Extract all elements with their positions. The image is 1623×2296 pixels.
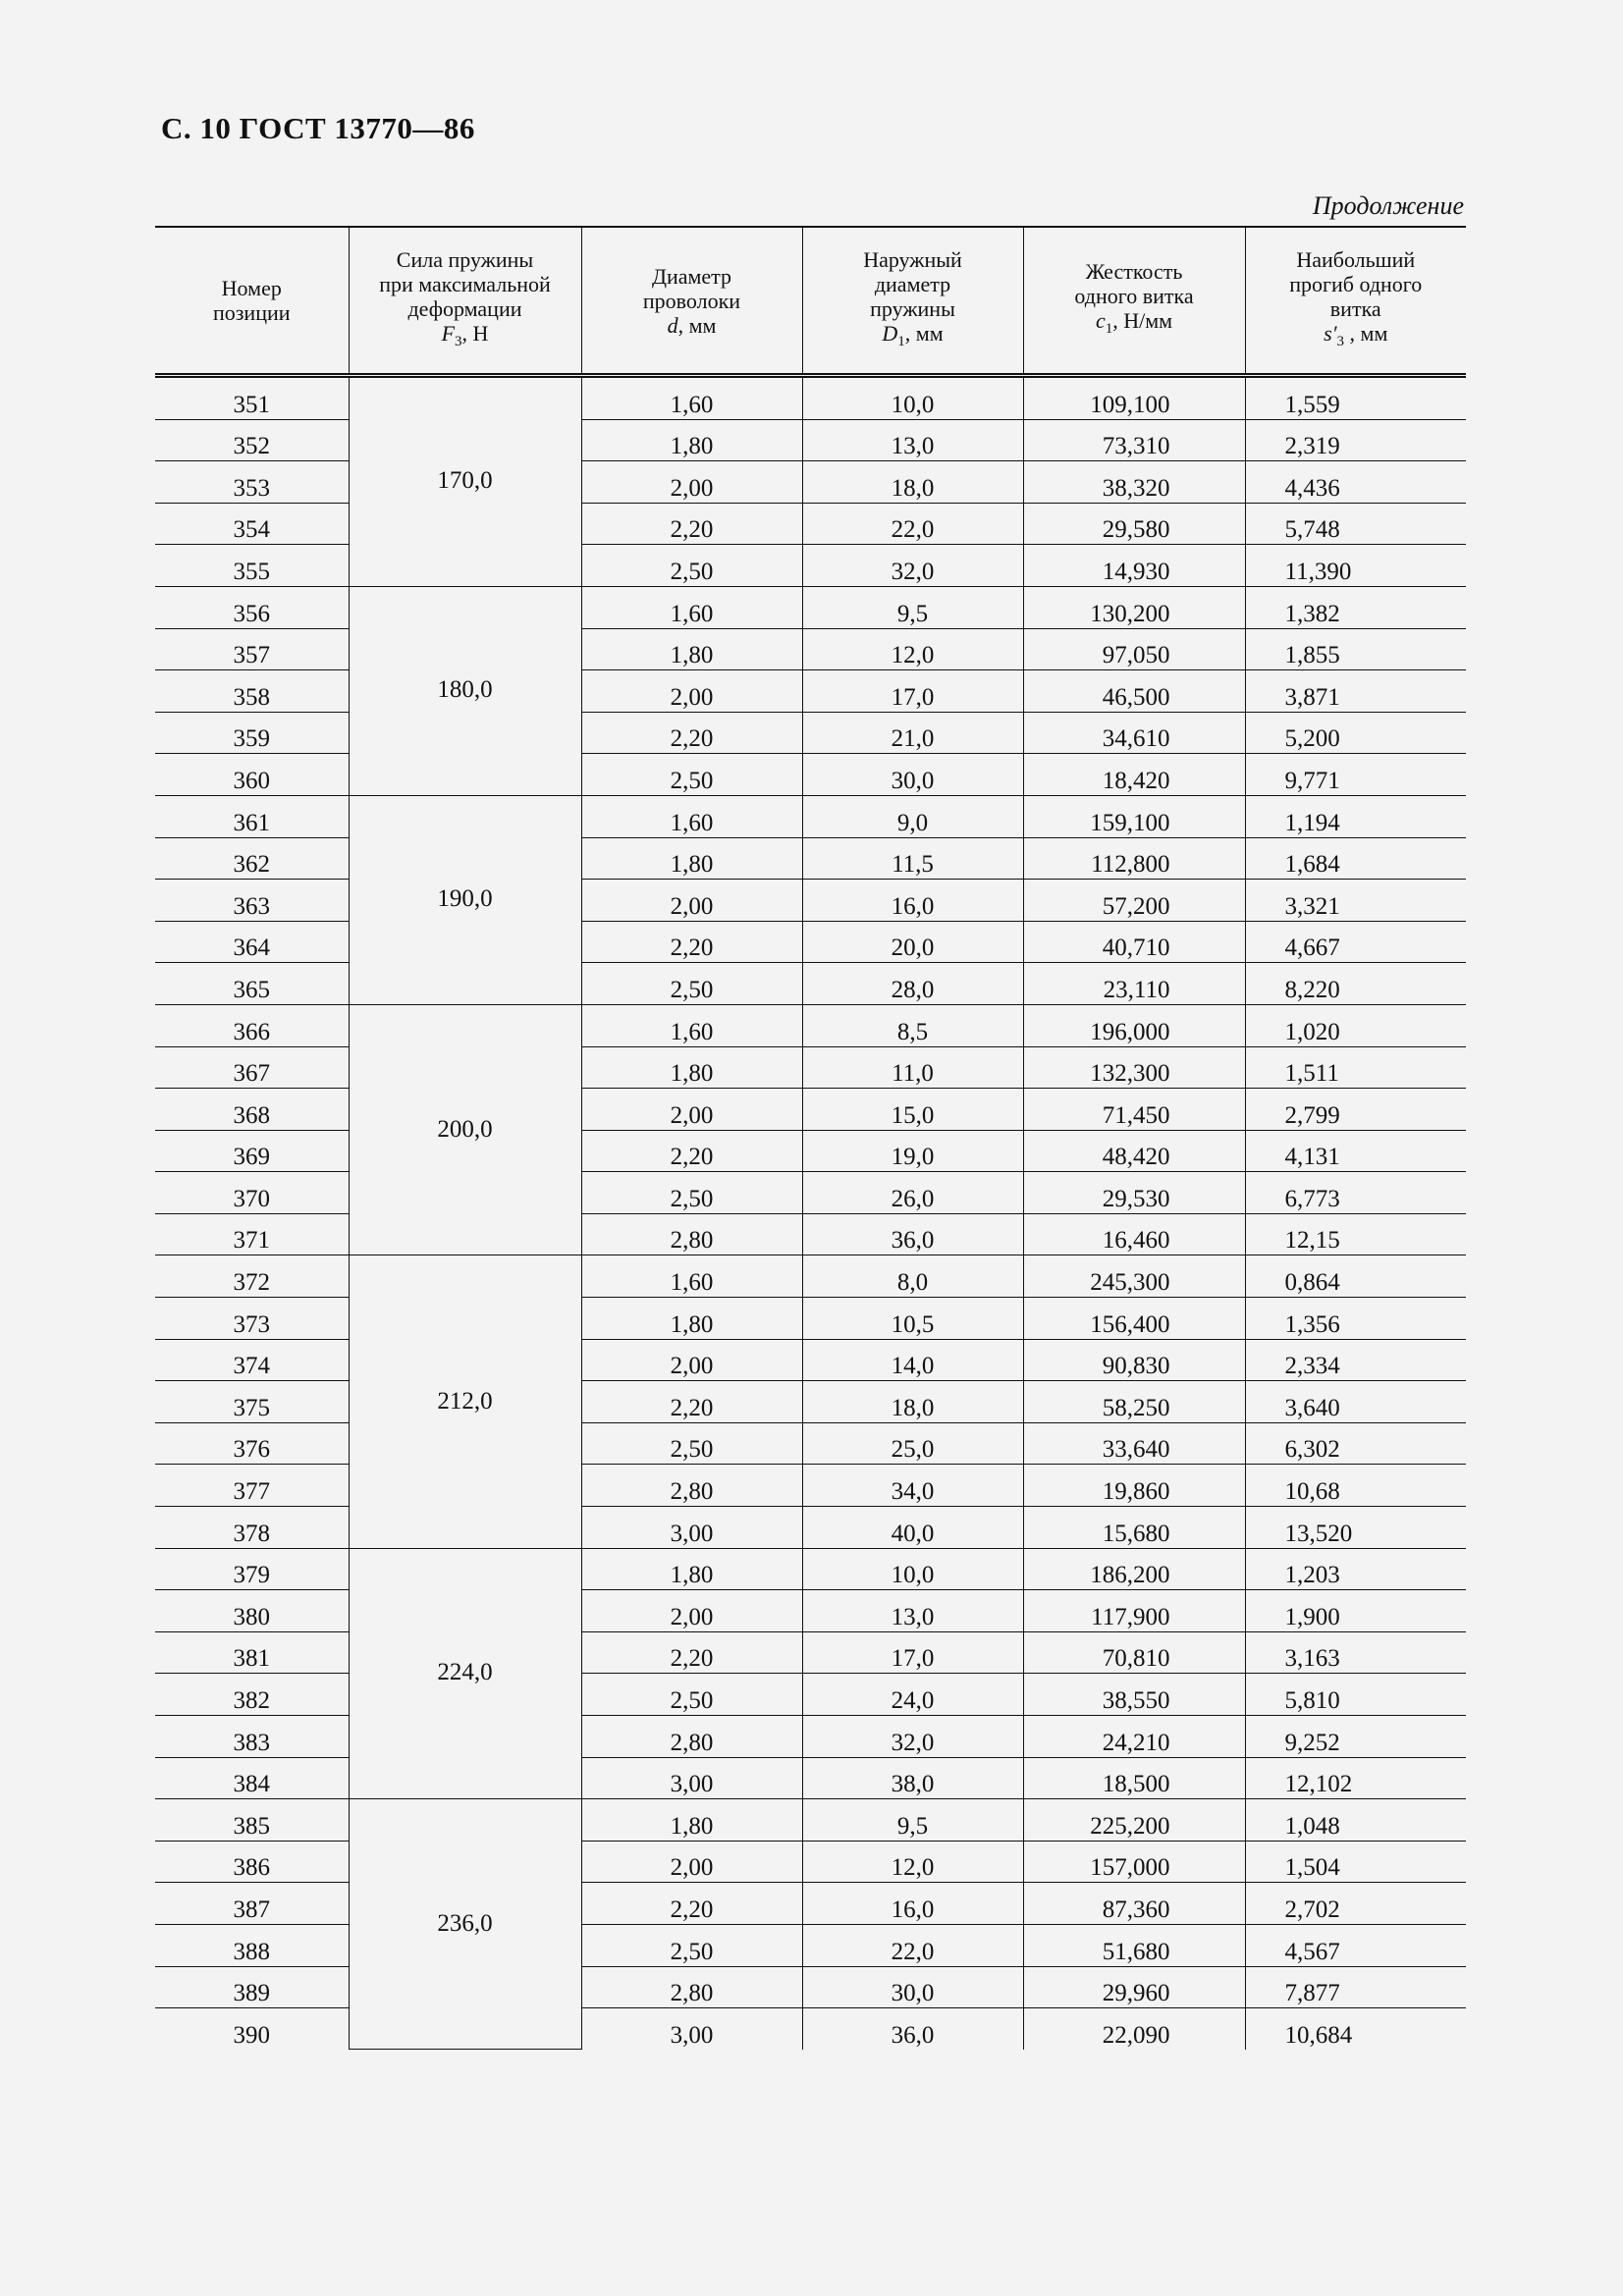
stiffness-cell: 90,830 <box>1023 1339 1245 1381</box>
position-cell: 354 <box>155 503 349 545</box>
header-line: прогиб одного <box>1289 271 1423 296</box>
outer-diameter-cell: 9,5 <box>802 586 1023 628</box>
deflection-cell: 1,855 <box>1245 628 1466 670</box>
outer-diameter-cell: 30,0 <box>802 1966 1023 2008</box>
position-cell: 381 <box>155 1631 349 1674</box>
wire-diameter-cell: 1,60 <box>581 795 802 837</box>
stiffness-cell: 71,450 <box>1023 1089 1245 1131</box>
force-cell: 236,0 <box>349 1799 581 2050</box>
stiffness-cell: 38,320 <box>1023 461 1245 504</box>
header-line: Наружный <box>863 246 962 272</box>
position-cell: 363 <box>155 880 349 922</box>
position-cell: 370 <box>155 1172 349 1214</box>
column-header-outer-diameter <box>802 227 1023 376</box>
deflection-cell: 1,020 <box>1245 1004 1466 1046</box>
position-cell: 387 <box>155 1883 349 1925</box>
stiffness-cell: 18,500 <box>1023 1757 1245 1799</box>
deflection-cell: 5,748 <box>1245 503 1466 545</box>
position-cell: 380 <box>155 1590 349 1632</box>
position-cell: 365 <box>155 963 349 1005</box>
position-cell: 374 <box>155 1339 349 1381</box>
position-cell: 372 <box>155 1255 349 1298</box>
wire-diameter-cell: 2,50 <box>581 545 802 587</box>
header-subscript: 1 <box>897 333 905 349</box>
position-cell: 351 <box>155 376 349 420</box>
stiffness-cell: 87,360 <box>1023 1883 1245 1925</box>
deflection-cell: 4,567 <box>1245 1924 1466 1966</box>
header-line: диаметр <box>874 271 951 296</box>
position-cell: 353 <box>155 461 349 504</box>
header-subscript: 3 <box>1336 333 1345 349</box>
outer-diameter-cell: 22,0 <box>802 1924 1023 1966</box>
position-cell: 385 <box>155 1799 349 1842</box>
deflection-cell: 6,302 <box>1245 1422 1466 1465</box>
wire-diameter-cell: 2,20 <box>581 1883 802 1925</box>
header-unit: , Н/мм <box>1112 308 1173 333</box>
position-cell: 359 <box>155 712 349 754</box>
deflection-cell: 4,436 <box>1245 461 1466 504</box>
position-cell: 355 <box>155 545 349 587</box>
wire-diameter-cell: 2,50 <box>581 1422 802 1465</box>
outer-diameter-cell: 9,5 <box>802 1799 1023 1842</box>
wire-diameter-cell: 2,80 <box>581 1465 802 1507</box>
wire-diameter-cell: 1,80 <box>581 419 802 461</box>
deflection-cell: 1,194 <box>1245 795 1466 837</box>
header-line: позиции <box>212 300 291 325</box>
deflection-cell: 1,048 <box>1245 1799 1466 1842</box>
deflection-cell: 4,131 <box>1245 1130 1466 1172</box>
wire-diameter-cell: 2,50 <box>581 1674 802 1716</box>
deflection-cell: 1,504 <box>1245 1841 1466 1883</box>
outer-diameter-cell: 16,0 <box>802 880 1023 922</box>
position-cell: 377 <box>155 1465 349 1507</box>
header-line: при максимальной <box>379 271 551 296</box>
stiffness-cell: 15,680 <box>1023 1507 1245 1549</box>
deflection-cell: 1,684 <box>1245 837 1466 880</box>
deflection-cell: 1,559 <box>1245 376 1466 420</box>
position-cell: 362 <box>155 837 349 880</box>
position-cell: 389 <box>155 1966 349 2008</box>
outer-diameter-cell: 18,0 <box>802 1381 1023 1423</box>
outer-diameter-cell: 15,0 <box>802 1089 1023 1131</box>
deflection-cell: 1,203 <box>1245 1548 1466 1590</box>
outer-diameter-cell: 20,0 <box>802 921 1023 963</box>
continuation-label: Продолжение <box>1312 191 1464 220</box>
stiffness-cell: 51,680 <box>1023 1924 1245 1966</box>
position-cell: 376 <box>155 1422 349 1465</box>
wire-diameter-cell: 2,50 <box>581 1924 802 1966</box>
outer-diameter-cell: 18,0 <box>802 461 1023 504</box>
position-cell: 379 <box>155 1548 349 1590</box>
outer-diameter-cell: 17,0 <box>802 1631 1023 1674</box>
position-cell: 386 <box>155 1841 349 1883</box>
deflection-cell: 2,334 <box>1245 1339 1466 1381</box>
deflection-cell: 0,864 <box>1245 1255 1466 1298</box>
force-cell: 200,0 <box>349 1004 581 1255</box>
wire-diameter-cell: 2,20 <box>581 712 802 754</box>
stiffness-cell: 24,210 <box>1023 1716 1245 1758</box>
deflection-cell: 2,702 <box>1245 1883 1466 1925</box>
outer-diameter-cell: 11,0 <box>802 1046 1023 1089</box>
wire-diameter-cell: 1,60 <box>581 376 802 420</box>
stiffness-cell: 245,300 <box>1023 1255 1245 1298</box>
stiffness-cell: 70,810 <box>1023 1631 1245 1674</box>
stiffness-cell: 34,610 <box>1023 712 1245 754</box>
stiffness-cell: 40,710 <box>1023 921 1245 963</box>
wire-diameter-cell: 2,50 <box>581 754 802 796</box>
deflection-cell: 9,771 <box>1245 754 1466 796</box>
outer-diameter-cell: 9,0 <box>802 795 1023 837</box>
stiffness-cell: 73,310 <box>1023 419 1245 461</box>
position-cell: 388 <box>155 1924 349 1966</box>
page-title: С. 10 ГОСТ 13770—86 <box>161 111 475 145</box>
wire-diameter-cell: 1,80 <box>581 1046 802 1089</box>
outer-diameter-cell: 38,0 <box>802 1757 1023 1799</box>
force-cell: 170,0 <box>349 376 581 587</box>
deflection-cell: 7,877 <box>1245 1966 1466 2008</box>
wire-diameter-cell: 2,00 <box>581 1590 802 1632</box>
wire-diameter-cell: 2,20 <box>581 503 802 545</box>
wire-diameter-cell: 2,50 <box>581 963 802 1005</box>
deflection-cell: 3,163 <box>1245 1631 1466 1674</box>
stiffness-cell: 112,800 <box>1023 837 1245 880</box>
wire-diameter-cell: 2,00 <box>581 880 802 922</box>
wire-diameter-cell: 2,20 <box>581 1130 802 1172</box>
spring-parameters-table <box>155 226 1466 2050</box>
stiffness-cell: 117,900 <box>1023 1590 1245 1632</box>
position-cell: 373 <box>155 1298 349 1340</box>
header-line: Диаметр <box>651 263 732 289</box>
wire-diameter-cell: 2,00 <box>581 670 802 713</box>
header-symbol: D <box>882 320 898 346</box>
stiffness-cell: 130,200 <box>1023 586 1245 628</box>
wire-diameter-cell: 3,00 <box>581 2008 802 2050</box>
header-subscript: 1 <box>1105 321 1113 337</box>
column-header-force <box>349 227 581 376</box>
outer-diameter-cell: 10,5 <box>802 1298 1023 1340</box>
header-line: одного витка <box>1074 284 1194 308</box>
outer-diameter-cell: 34,0 <box>802 1465 1023 1507</box>
stiffness-cell: 186,200 <box>1023 1548 1245 1590</box>
deflection-cell: 12,102 <box>1245 1757 1466 1799</box>
table-row <box>155 1255 1466 1298</box>
wire-diameter-cell: 2,20 <box>581 1381 802 1423</box>
stiffness-cell: 29,960 <box>1023 1966 1245 2008</box>
stiffness-cell: 29,530 <box>1023 1172 1245 1214</box>
deflection-cell: 1,511 <box>1245 1046 1466 1089</box>
outer-diameter-cell: 40,0 <box>802 1507 1023 1549</box>
stiffness-cell: 57,200 <box>1023 880 1245 922</box>
outer-diameter-cell: 32,0 <box>802 545 1023 587</box>
header-line: Жесткость <box>1085 259 1183 284</box>
outer-diameter-cell: 25,0 <box>802 1422 1023 1465</box>
wire-diameter-cell: 1,80 <box>581 837 802 880</box>
wire-diameter-cell: 2,00 <box>581 1339 802 1381</box>
column-header-position <box>155 227 349 376</box>
stiffness-cell: 97,050 <box>1023 628 1245 670</box>
outer-diameter-cell: 12,0 <box>802 1841 1023 1883</box>
stiffness-cell: 22,090 <box>1023 2008 1245 2050</box>
position-cell: 378 <box>155 1507 349 1549</box>
stiffness-cell: 157,000 <box>1023 1841 1245 1883</box>
stiffness-cell: 58,250 <box>1023 1381 1245 1423</box>
deflection-cell: 3,640 <box>1245 1381 1466 1423</box>
table-row <box>155 1004 1466 1046</box>
wire-diameter-cell: 1,60 <box>581 1255 802 1298</box>
deflection-cell: 8,220 <box>1245 963 1466 1005</box>
wire-diameter-cell: 2,80 <box>581 1966 802 2008</box>
header-unit: , мм <box>904 320 944 346</box>
deflection-cell: 10,684 <box>1245 2008 1466 2050</box>
wire-diameter-cell: 2,50 <box>581 1172 802 1214</box>
deflection-cell: 11,390 <box>1245 545 1466 587</box>
stiffness-cell: 33,640 <box>1023 1422 1245 1465</box>
position-cell: 390 <box>233 2021 270 2049</box>
outer-diameter-cell: 24,0 <box>802 1674 1023 1716</box>
outer-diameter-cell: 30,0 <box>802 754 1023 796</box>
position-cell: 357 <box>155 628 349 670</box>
header-unit: , мм <box>1344 320 1388 346</box>
header-line: витка <box>1329 295 1381 321</box>
stiffness-cell: 29,580 <box>1023 503 1245 545</box>
wire-diameter-cell: 1,60 <box>581 586 802 628</box>
wire-diameter-cell: 2,00 <box>581 1089 802 1131</box>
outer-diameter-cell: 13,0 <box>802 1590 1023 1632</box>
outer-diameter-cell: 36,0 <box>802 1213 1023 1255</box>
stiffness-cell: 16,460 <box>1023 1213 1245 1255</box>
wire-diameter-cell: 2,00 <box>581 1841 802 1883</box>
stiffness-cell: 23,110 <box>1023 963 1245 1005</box>
table-header-row <box>155 227 1466 376</box>
force-cell: 212,0 <box>349 1255 581 1548</box>
position-cell: 352 <box>155 419 349 461</box>
header-line: Номер <box>221 276 282 300</box>
deflection-cell: 3,871 <box>1245 670 1466 713</box>
deflection-cell: 1,900 <box>1245 1590 1466 1632</box>
header-symbol: s′ <box>1324 320 1337 346</box>
wire-diameter-cell: 1,80 <box>581 1548 802 1590</box>
stiffness-cell: 196,000 <box>1023 1004 1245 1046</box>
deflection-cell: 6,773 <box>1245 1172 1466 1214</box>
header-line: Сила пружины <box>396 246 534 272</box>
outer-diameter-cell: 32,0 <box>802 1716 1023 1758</box>
wire-diameter-cell: 2,80 <box>581 1213 802 1255</box>
wire-diameter-cell: 3,00 <box>581 1507 802 1549</box>
wire-diameter-cell: 1,80 <box>581 1298 802 1340</box>
table-row <box>155 1548 1466 1590</box>
position-cell: 368 <box>155 1089 349 1131</box>
wire-diameter-cell: 3,00 <box>581 1757 802 1799</box>
deflection-cell: 13,520 <box>1245 1507 1466 1549</box>
deflection-cell: 4,667 <box>1245 921 1466 963</box>
outer-diameter-cell: 8,5 <box>802 1004 1023 1046</box>
deflection-cell: 10,68 <box>1245 1465 1466 1507</box>
wire-diameter-cell: 2,80 <box>581 1716 802 1758</box>
outer-diameter-cell: 22,0 <box>802 503 1023 545</box>
column-header-wire-diameter <box>581 227 802 376</box>
header-symbol: c <box>1095 308 1106 333</box>
stiffness-cell: 109,100 <box>1023 376 1245 420</box>
position-cell: 358 <box>155 670 349 713</box>
deflection-cell: 3,321 <box>1245 880 1466 922</box>
header-subscript: 3 <box>455 333 462 349</box>
deflection-cell: 5,200 <box>1245 712 1466 754</box>
header-symbol: F <box>441 320 456 346</box>
table-row <box>155 1799 1466 1842</box>
position-cell: 367 <box>155 1046 349 1089</box>
position-cell: 382 <box>155 1674 349 1716</box>
stiffness-cell: 132,300 <box>1023 1046 1245 1089</box>
outer-diameter-cell: 36,0 <box>802 2008 1023 2050</box>
stiffness-cell: 159,100 <box>1023 795 1245 837</box>
deflection-cell: 9,252 <box>1245 1716 1466 1758</box>
table-row <box>155 586 1466 628</box>
outer-diameter-cell: 12,0 <box>802 628 1023 670</box>
outer-diameter-cell: 8,0 <box>802 1255 1023 1298</box>
force-cell: 224,0 <box>349 1548 581 1799</box>
column-header-deflection <box>1245 227 1466 376</box>
outer-diameter-cell: 19,0 <box>802 1130 1023 1172</box>
deflection-cell: 12,15 <box>1245 1213 1466 1255</box>
outer-diameter-cell: 13,0 <box>802 419 1023 461</box>
stiffness-cell: 225,200 <box>1023 1799 1245 1842</box>
outer-diameter-cell: 10,0 <box>802 1548 1023 1590</box>
stiffness-cell: 156,400 <box>1023 1298 1245 1340</box>
position-cell: 383 <box>155 1716 349 1758</box>
stiffness-cell: 38,550 <box>1023 1674 1245 1716</box>
header-line: Наибольший <box>1296 246 1416 272</box>
outer-diameter-cell: 11,5 <box>802 837 1023 880</box>
force-cell: 180,0 <box>349 586 581 795</box>
wire-diameter-cell: 2,20 <box>581 921 802 963</box>
position-cell: 369 <box>155 1130 349 1172</box>
wire-diameter-cell: 1,80 <box>581 1799 802 1842</box>
position-cell: 356 <box>155 586 349 628</box>
wire-diameter-cell: 2,00 <box>581 461 802 504</box>
position-cell: 360 <box>155 754 349 796</box>
outer-diameter-cell: 10,0 <box>802 376 1023 420</box>
table-row <box>155 795 1466 837</box>
position-cell: 384 <box>155 1757 349 1799</box>
stiffness-cell: 18,420 <box>1023 754 1245 796</box>
deflection-cell: 5,810 <box>1245 1674 1466 1716</box>
header-line: пружины <box>870 295 955 321</box>
header-line: деформации <box>407 295 522 321</box>
position-cell: 371 <box>155 1213 349 1255</box>
header-unit: , мм <box>677 312 717 338</box>
outer-diameter-cell: 21,0 <box>802 712 1023 754</box>
header-line: проволоки <box>642 288 741 313</box>
outer-diameter-cell: 16,0 <box>802 1883 1023 1925</box>
outer-diameter-cell: 14,0 <box>802 1339 1023 1381</box>
table-row <box>155 376 1466 420</box>
stiffness-cell: 14,930 <box>1023 545 1245 587</box>
deflection-cell: 2,799 <box>1245 1089 1466 1131</box>
wire-diameter-cell: 2,20 <box>581 1631 802 1674</box>
wire-diameter-cell: 1,60 <box>581 1004 802 1046</box>
deflection-cell: 1,356 <box>1245 1298 1466 1340</box>
position-cell: 375 <box>155 1381 349 1423</box>
force-cell: 190,0 <box>349 795 581 1004</box>
wire-diameter-cell: 1,80 <box>581 628 802 670</box>
deflection-cell: 2,319 <box>1245 419 1466 461</box>
deflection-cell: 1,382 <box>1245 586 1466 628</box>
position-cell: 366 <box>155 1004 349 1046</box>
header-symbol: d <box>667 312 678 338</box>
header-unit: , Н <box>461 320 489 346</box>
stiffness-cell: 19,860 <box>1023 1465 1245 1507</box>
stiffness-cell: 46,500 <box>1023 670 1245 713</box>
outer-diameter-cell: 28,0 <box>802 963 1023 1005</box>
column-header-stiffness <box>1023 227 1245 376</box>
position-cell: 364 <box>155 921 349 963</box>
position-cell: 361 <box>155 795 349 837</box>
outer-diameter-cell: 26,0 <box>802 1172 1023 1214</box>
table-body <box>155 376 1466 2050</box>
outer-diameter-cell: 17,0 <box>802 670 1023 713</box>
stiffness-cell: 48,420 <box>1023 1130 1245 1172</box>
